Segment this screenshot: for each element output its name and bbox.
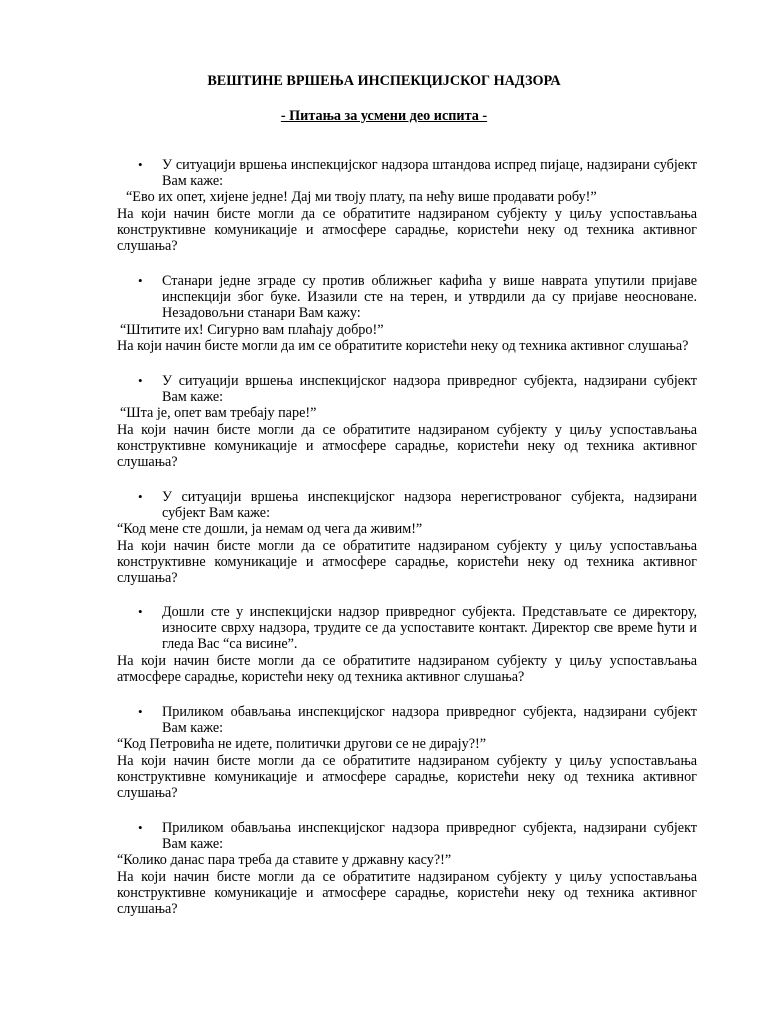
- question-situation: [117, 820, 697, 852]
- situation-text: Станари једне зграде су против оближњег кафића у више наврата упутили пријаве инспекцији због буке. Изазили сте на терен, и утврдили да су пријаве неосноване. Незадовољни станари Вам кажу:: [162, 273, 697, 322]
- situation-text: Приликом обављања инспекцијског надзора привредног субјекта, надзирани субјект Вам каже:: [162, 820, 697, 853]
- quote-text: “Шта је, опет вам требају паре!”: [120, 405, 317, 422]
- question-situation: [117, 489, 697, 521]
- question-text: На који начин бисте могли да се обратитите надзираном субјекту у циљу успостављања конструктивне комуникације и атмосфере сарадње, користећи неку од техника активног слушања?: [117, 205, 697, 255]
- bullet-icon: •: [138, 373, 143, 388]
- question-block-6: [117, 704, 697, 801]
- question-situation: [117, 704, 697, 736]
- question-situation: [117, 157, 697, 189]
- question-text: На који начин бисте могли да се обратитите надзираном субјекту у циљу успостављања конструктивне комуникације и атмосфере сарадње, користећи неку од техника активног слушања?: [117, 752, 697, 802]
- question-block-5: [117, 604, 697, 685]
- quote-text: “Код мене сте дошли, ја немам од чега да живим!”: [117, 521, 423, 538]
- question-block-3: [117, 373, 697, 470]
- quote-text: “Ево их опет, хијене једне! Дај ми твоју плату, па нећу више продавати робу!”: [126, 189, 597, 206]
- question-situation: [117, 604, 697, 653]
- question-block-7: [117, 820, 697, 917]
- document-title: ВЕШТИНЕ ВРШЕЊА ИНСПЕКЦИЈСКОГ НАДЗОРА: [207, 73, 561, 89]
- question-situation: [117, 273, 697, 322]
- document-subtitle: - Питања за усмени део испита -: [280, 108, 488, 124]
- situation-text: У ситуацији вршења инспекцијског надзора нерегистрованог субјекта, надзирани субјект Вам каже:: [162, 489, 697, 522]
- situation-text: Приликом обављања инспекцијског надзора привредног субјекта, надзирани субјект Вам каже:: [162, 704, 697, 737]
- bullet-icon: •: [138, 273, 143, 288]
- quote-text: “Колико данас пара треба да ставите у државну касу?!”: [117, 852, 452, 869]
- question-block-1: [117, 157, 697, 254]
- question-text: На који начин бисте могли да се обратитите надзираном субјекту у циљу успостављања конструктивне комуникације и атмосфере сарадње, користећи неку од техника активног слушања?: [117, 421, 697, 471]
- situation-text: У ситуацији вршења инспекцијског надзора штандова испред пијаце, надзирани субјект Вам каже:: [162, 157, 697, 190]
- situation-text: У ситуацији вршења инспекцијског надзора привредног субјекта, надзирани субјект Вам каже:: [162, 373, 697, 406]
- question-text: На који начин бисте могли да се обратитите надзираном субјекту у циљу успостављања конструктивне комуникације и атмосфере сарадње, користећи неку од техника активног слушања?: [117, 537, 697, 587]
- question-text: На који начин бисте могли да се обратитите надзираном субјекту у циљу успостављања конструктивне комуникације и атмосфере сарадње, користећи неку од техника активног слушања?: [117, 868, 697, 918]
- bullet-icon: •: [138, 489, 143, 504]
- bullet-icon: •: [138, 604, 143, 619]
- bullet-icon: •: [138, 704, 143, 719]
- question-block-2: [117, 273, 697, 354]
- situation-text: Дошли сте у инспекцијски надзор привредног субјекта. Представљате се директору, износите сврху надзора, трудите се да успоставите контакт. Директор све време ћути и гледа Вас “са висине”.: [162, 604, 697, 653]
- question-text: На који начин бисте могли да се обратитите надзираном субјекту у циљу успостављања атмосфере сарадње, користећи неку од техника активног слушања?: [117, 652, 697, 685]
- question-block-4: [117, 489, 697, 586]
- question-text: На који начин бисте могли да им се обратитите користећи неку од техника активног слушања?: [117, 337, 689, 354]
- quote-text: “Код Петровића не идете, политички другови се не дирају?!”: [117, 736, 487, 753]
- quote-text: “Штитите их! Сигурно вам плаћају добро!”: [120, 321, 384, 338]
- question-situation: [117, 373, 697, 405]
- bullet-icon: •: [138, 820, 143, 835]
- bullet-icon: •: [138, 157, 143, 172]
